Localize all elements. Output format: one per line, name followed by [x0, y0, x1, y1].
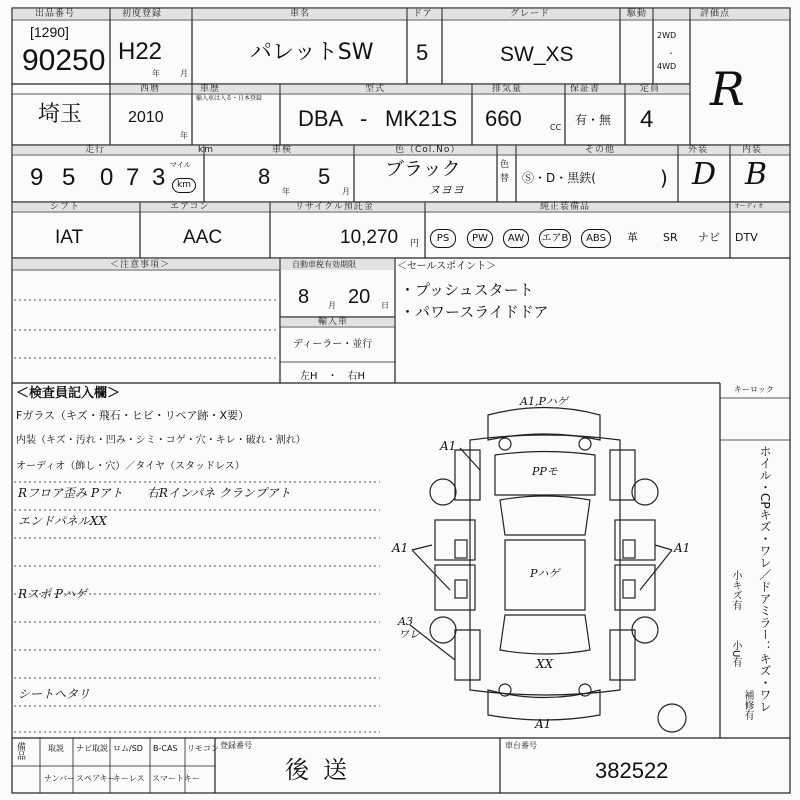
label-year: 西暦: [140, 84, 161, 94]
label-equip: 備品: [15, 742, 25, 760]
color-change-label: 色替: [500, 160, 510, 184]
label-exterior: 外装: [688, 145, 709, 155]
label-recycle: リサイクル預託金: [295, 202, 374, 212]
inspector-audio-line: オーディオ（飾し・穴）／タイヤ（スタッドレス）: [16, 461, 245, 472]
label-first-reg: 初度登録: [122, 9, 163, 19]
recycle-value: 10,270: [340, 227, 399, 248]
label-drive: 駆動: [627, 9, 648, 19]
reg-number-value: 後送: [285, 756, 361, 784]
year-value: 2010: [128, 109, 164, 126]
inspection-year: 8: [258, 164, 271, 189]
model-prefix: DBA: [298, 106, 344, 131]
side-repair: 補修有: [742, 690, 753, 720]
drive-4wd: 4WD: [657, 62, 677, 71]
label-reg-number: 登録番号: [220, 741, 252, 750]
label-grade: グレード: [510, 9, 551, 19]
ps-day: 20: [348, 286, 371, 308]
inspector-title: ＜検査員記入欄＞: [16, 386, 121, 401]
mileage-digit-5: 3: [152, 164, 166, 191]
inspection-month: 5: [318, 164, 331, 189]
km-circled: km: [172, 178, 196, 193]
side-panel-text: ホイル・CPキズ・ワレ／ドアミラー：キズ・ワレ: [758, 445, 772, 713]
label-score: 評価点: [700, 9, 731, 19]
inspector-note-2: エンドパネルXX: [18, 514, 107, 528]
label-doors: ドア: [413, 9, 433, 19]
footer-label-remote: リモコン: [187, 744, 219, 753]
chassis-value: 382522: [595, 758, 669, 783]
footer-label-spare-key: スペアキー: [76, 774, 116, 783]
mark-top: A1,Pハゲ: [520, 395, 568, 408]
equip-airbag: エアB: [539, 229, 571, 248]
footer-label-navi-manual: ナビ取説: [76, 744, 108, 753]
model-code: MK21S: [385, 106, 458, 131]
footer-label-bcas: B-CAS: [153, 744, 178, 753]
label-displacement: 排気量: [492, 84, 523, 94]
mileage-digit-1: 9: [30, 164, 44, 191]
mileage-digit-3: 0: [100, 164, 114, 191]
sales-point-1: ・プッシュスタート: [400, 281, 534, 299]
footer-label-rom: ロム/SD: [113, 744, 143, 753]
label-aircon: エアコン: [170, 202, 210, 212]
ac-types: Ⓢ・D・黒鉄(: [522, 171, 596, 185]
recycle-yen: 円: [410, 239, 420, 249]
label-key-lock: キーロック: [734, 385, 774, 394]
grade-value: SW_XS: [500, 43, 574, 66]
label-interior: 内装: [742, 145, 763, 155]
label-chassis: 車台番号: [505, 741, 537, 750]
equip-navi: ナビ: [698, 231, 720, 244]
equip-abs: ABS: [581, 229, 611, 248]
label-km: km: [198, 145, 214, 155]
equip-dtv: DTV: [735, 231, 758, 244]
label-warranty: 保証書: [570, 84, 601, 94]
side-small-dent: 小キズ有: [730, 570, 741, 610]
first-reg-year-suffix: 年: [152, 69, 160, 78]
inspector-interior-line: 内装（キズ・汚れ・凹み・シミ・コゲ・穴・キレ・破れ・割れ）: [16, 435, 306, 446]
label-ac: その他: [585, 145, 616, 155]
model-dash: -: [360, 106, 368, 131]
warranty-value: 有・無: [575, 113, 612, 127]
footer-label-keyless: キーレス: [113, 774, 145, 783]
equip-pw: PW: [467, 229, 493, 248]
first-reg-month-suffix: 月: [180, 69, 188, 78]
lot-number: 90250: [22, 44, 106, 77]
interior-value: B: [745, 157, 768, 192]
mark-rear: XX: [536, 657, 554, 671]
mark-left-side: A1: [392, 541, 409, 555]
inspector-note-4: Rスポ Pハゲ: [18, 587, 87, 601]
mark-right-side: A1: [674, 541, 691, 555]
label-body-type: 車歴: [200, 84, 221, 94]
footer-label-plate: ナンバー: [44, 774, 76, 783]
label-inspection: 車検: [272, 145, 293, 155]
mark-hood: PPモ: [532, 465, 558, 478]
label-mileage: 走行: [85, 145, 106, 155]
mile-label: マイル: [170, 161, 191, 169]
label-car-name: 車名: [290, 9, 311, 19]
equip-leather: 革: [627, 231, 638, 244]
aircon-value: AAC: [183, 227, 223, 248]
doors-value: 5: [416, 40, 429, 65]
mileage-digit-4: 7: [126, 164, 140, 191]
inspection-month-suffix: 月: [342, 187, 350, 196]
mileage-digit-2: 5: [62, 164, 76, 191]
import-note: 輸入車は入る・日本登録: [196, 95, 263, 102]
label-shift: シフト: [50, 202, 81, 212]
mark-bottom: A1: [535, 717, 552, 731]
sales-point-2: ・パワースライドドア: [400, 303, 549, 321]
capacity-value: 4: [640, 106, 654, 133]
color-code: ヌヨヨ: [428, 183, 465, 197]
inspector-note-7: シートヘタリ: [18, 687, 91, 701]
handle-type: 左H ・ 右H: [300, 371, 366, 382]
inspector-note-1: Rフロア歪み Pアト 右Rインパネ クランプアト: [18, 486, 291, 500]
car-name-value: パレットSW: [250, 40, 374, 65]
footer-label-smart-key: スマートキー: [152, 774, 200, 783]
label-audio: オーディオ: [734, 203, 764, 210]
region-value: 埼玉: [38, 102, 83, 127]
inspection-year-suffix: 年: [282, 187, 290, 196]
label-import-source: 輸入車: [318, 317, 349, 327]
label-color: 色（Col.No）: [395, 145, 461, 155]
inspector-glass-line: Fガラス（キズ・飛石・ヒビ・リペア跡・X要）: [16, 409, 250, 422]
exterior-value: D: [692, 157, 717, 192]
equip-aw: AW: [503, 229, 529, 248]
ps-month: 8: [298, 286, 310, 308]
label-lot-no: 出品番号: [35, 9, 76, 19]
drive-dot: ・: [667, 49, 675, 58]
ps-month-suffix: 月: [328, 301, 336, 310]
shift-value: IAT: [55, 227, 84, 248]
ps-day-suffix: 日: [381, 301, 389, 310]
side-small-u: 小U有: [730, 640, 741, 668]
year-suffix: 年: [180, 131, 188, 140]
label-equipment: 純正装備品: [540, 202, 591, 212]
mark-roof: Pハゲ: [530, 567, 560, 580]
mark-left-rear: A3 ワレ: [398, 615, 420, 641]
mark-left-front: A1: [440, 439, 457, 453]
lot-bracket: [1290]: [30, 24, 69, 40]
import-type: ディーラー・並行: [293, 339, 373, 350]
label-ps-deadline: 自動車税有効期限: [292, 260, 356, 269]
first-reg-value: H22: [118, 38, 163, 65]
drive-2wd: 2WD: [657, 31, 677, 40]
label-capacity: 定員: [640, 84, 661, 94]
label-model: 型式: [365, 84, 386, 94]
displacement-value: 660: [485, 106, 522, 131]
equip-ps: PS: [430, 229, 456, 248]
displacement-unit: CC: [550, 123, 562, 132]
equip-sr: SR: [663, 231, 678, 244]
label-notes: ＜注意事項＞: [110, 260, 171, 270]
ac-close: ): [660, 166, 668, 190]
footer-label-manual: 取説: [48, 744, 64, 753]
label-sales-point: ＜セールスポイント＞: [397, 261, 497, 272]
score-value: R: [710, 62, 745, 116]
color-value: ブラック: [385, 158, 461, 180]
